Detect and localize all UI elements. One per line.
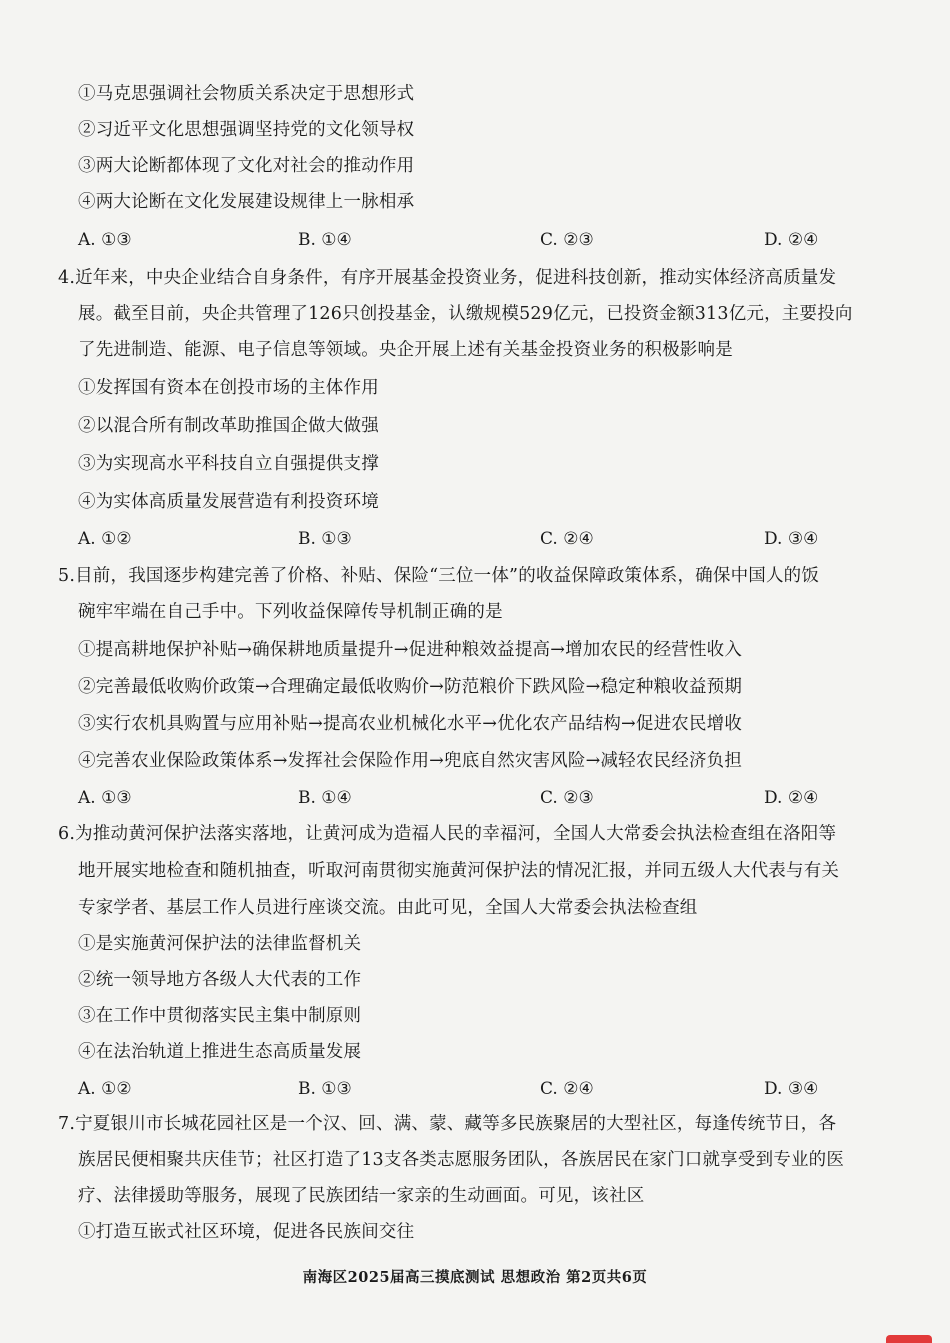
q5-stem-2: 碗牢牢端在自己手中。下列收益保障传导机制正确的是: [78, 602, 503, 622]
q7-item-1: ①打造互嵌式社区环境，促进各民族间交往: [78, 1222, 415, 1242]
q6-option-c: C. ②④: [540, 1079, 594, 1099]
q6-option-b: B. ①③: [298, 1079, 352, 1099]
q6-stem-3: 专家学者、基层工作人员进行座谈交流。由此可见，全国人大常委会执法检查组: [78, 898, 698, 918]
q4-option-d: D. ③④: [764, 529, 819, 549]
q3-option-a: A. ①③: [78, 230, 132, 250]
q5-item-2: ②完善最低收购价政策→合理确定最低收购价→防范粮价下跌风险→稳定种粮收益预期: [78, 677, 743, 697]
q5-stem-1: 5.目前，我国逐步构建完善了价格、补贴、保险“三位一体”的收益保障政策体系，确保中国人的饭: [58, 566, 820, 586]
q4-option-a: A. ①②: [78, 529, 132, 549]
q4-option-b: B. ①③: [298, 529, 352, 549]
q6-item-2: ②统一领导地方各级人大代表的工作: [78, 970, 362, 990]
q6-stem-1: 6.为推动黄河保护法落实落地，让黄河成为造福人民的幸福河，全国人大常委会执法检查组在洛阳等: [58, 824, 837, 844]
q3-option-c: C. ②③: [540, 230, 594, 250]
q7-stem-3: 疗、法律援助等服务，展现了民族团结一家亲的生动画面。可见，该社区: [78, 1186, 645, 1206]
q6-stem-2: 地开展实地检查和随机抽查，听取河南贯彻实施黄河保护法的情况汇报，并同五级人大代表与有关: [78, 861, 840, 881]
q4-stem-3: 了先进制造、能源、电子信息等领域。央企开展上述有关基金投资业务的积极影响是: [78, 340, 733, 360]
q4-item-4: ④为实体高质量发展营造有利投资环境: [78, 492, 379, 512]
q5-option-d: D. ②④: [764, 788, 819, 808]
q3-item-4: ④两大论断在文化发展建设规律上一脉相承: [78, 192, 415, 212]
q4-item-1: ①发挥国有资本在创投市场的主体作用: [78, 378, 379, 398]
q5-item-1: ①提高耕地保护补贴→确保耕地质量提升→促进种粮效益提高→增加农民的经营性收入: [78, 640, 743, 660]
q6-option-d: D. ③④: [764, 1079, 819, 1099]
q5-item-3: ③实行农机具购置与应用补贴→提高农业机械化水平→优化农产品结构→促进农民增收: [78, 714, 743, 734]
q3-option-d: D. ②④: [764, 230, 819, 250]
page-footer: 南海区2025届高三摸底测试 思想政治 第2页共6页: [302, 1269, 648, 1286]
corner-mark: [886, 1335, 932, 1343]
q4-stem-1: 4.近年来，中央企业结合自身条件，有序开展基金投资业务，促进科技创新，推动实体经济高质量发: [58, 268, 837, 288]
q4-stem-2: 展。截至目前，央企共管理了126只创投基金，认缴规模529亿元，已投资金额313亿元，主要投向: [78, 304, 853, 324]
q5-option-a: A. ①③: [78, 788, 132, 808]
q5-option-c: C. ②③: [540, 788, 594, 808]
q6-option-a: A. ①②: [78, 1079, 132, 1099]
q6-item-3: ③在工作中贯彻落实民主集中制原则: [78, 1006, 362, 1026]
q6-item-4: ④在法治轨道上推进生态高质量发展: [78, 1042, 362, 1062]
q7-stem-1: 7.宁夏银川市长城花园社区是一个汉、回、满、蒙、藏等多民族聚居的大型社区，每逢传统节日，各: [58, 1114, 837, 1134]
q3-item-2: ②习近平文化思想强调坚持党的文化领导权: [78, 120, 415, 140]
q6-item-1: ①是实施黄河保护法的法律监督机关: [78, 934, 362, 954]
q3-item-1: ①马克思强调社会物质关系决定于思想形式: [78, 84, 415, 104]
q4-option-c: C. ②④: [540, 529, 594, 549]
q3-option-b: B. ①④: [298, 230, 352, 250]
q5-item-4: ④完善农业保险政策体系→发挥社会保险作用→兜底自然灾害风险→减轻农民经济负担: [78, 751, 743, 771]
q4-item-3: ③为实现高水平科技自立自强提供支撑: [78, 454, 379, 474]
q4-item-2: ②以混合所有制改革助推国企做大做强: [78, 416, 379, 436]
q3-item-3: ③两大论断都体现了文化对社会的推动作用: [78, 156, 415, 176]
q7-stem-2: 族居民便相聚共庆佳节；社区打造了13支各类志愿服务团队，各族居民在家门口就享受到专业的医: [78, 1150, 845, 1170]
q5-option-b: B. ①④: [298, 788, 352, 808]
